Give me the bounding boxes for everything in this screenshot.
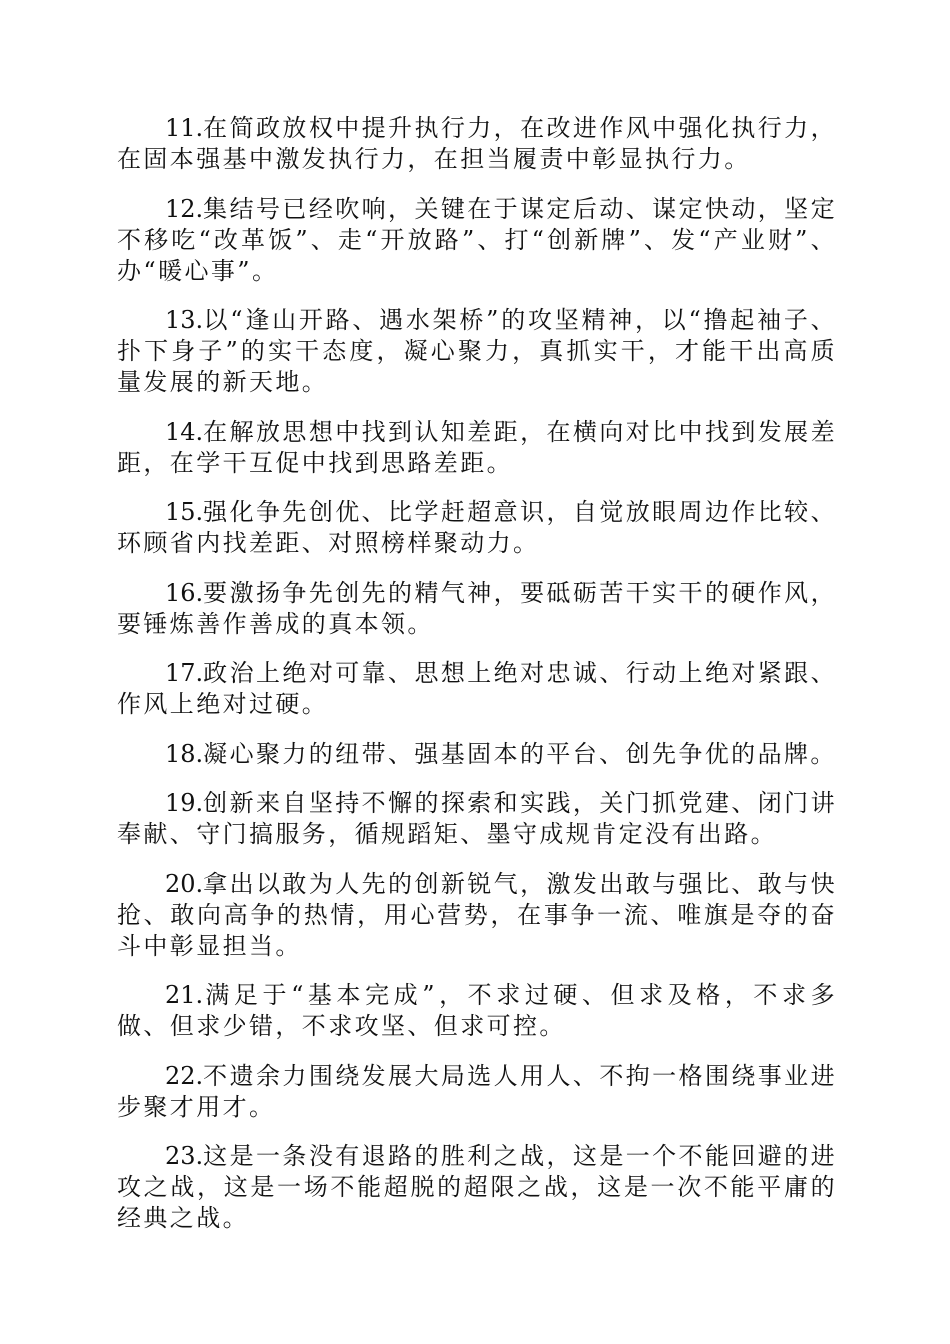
- paragraph-number: 12.: [165, 194, 204, 223]
- paragraph-text: 要激扬争先创先的精气神，要砥砺苦干实干的硬作风，要锤炼善作善成的真本领。: [117, 578, 837, 638]
- paragraph-22: [117, 1061, 837, 1123]
- paragraph-text: 以“逢山开路、遇水架桥”的攻坚精神，以“撸起袖子、扑下身子”的实干态度，凝心聚力，真抓实干，才能干出高质量发展的新天地。: [117, 306, 837, 396]
- paragraph-text: 集结号已经吹响，关键在于谋定后动、谋定快动，坚定不移吃“改革饭”、走“开放路”、打“创新牌”、发“产业财”、办“暖心事”。: [117, 194, 837, 285]
- paragraph-number: 22.: [165, 1061, 204, 1090]
- paragraph-13: [117, 305, 837, 398]
- paragraph-number: 21.: [165, 981, 204, 1009]
- paragraph-number: 17.: [165, 659, 204, 687]
- document-body: [117, 113, 837, 1253]
- paragraph-12: [117, 194, 837, 287]
- paragraph-14: [117, 417, 837, 479]
- paragraph-number: 23.: [165, 1142, 204, 1170]
- paragraph-text: 在解放思想中找到认知差距，在横向对比中找到发展差距，在学干互促中找到思路差距。: [117, 417, 837, 477]
- paragraph-number: 20.: [165, 869, 204, 898]
- paragraph-number: 11.: [165, 114, 204, 142]
- paragraph-20: [117, 869, 837, 962]
- paragraph-15: [117, 497, 837, 559]
- paragraph-21: [117, 980, 837, 1042]
- paragraph-text: 满足于“基本完成”，不求过硬、但求及格，不求多做、但求少错，不求攻坚、但求可控。: [117, 981, 837, 1040]
- paragraph-11: [117, 113, 837, 175]
- paragraph-number: 16.: [165, 578, 204, 607]
- paragraph-text: 不遗余力围绕发展大局选人用人、不拘一格围绕事业进步聚才用才。: [117, 1061, 837, 1121]
- paragraph-text: 拿出以敢为人先的创新锐气，激发出敢与强比、敢与快抢、敢向高争的热情，用心营势，在事争一流、唯旗是夺的奋斗中彰显担当。: [117, 869, 837, 960]
- paragraph-text: 凝心聚力的纽带、强基固本的平台、创先争优的品牌。: [203, 739, 837, 768]
- paragraph-number: 14.: [165, 417, 204, 446]
- paragraph-17: [117, 658, 837, 720]
- paragraph-number: 19.: [165, 789, 204, 817]
- paragraph-19: [117, 788, 837, 850]
- paragraph-text: 在简政放权中提升执行力，在改进作风中强化执行力，在固本强基中激发执行力，在担当履责中彰显执行力。: [117, 114, 837, 173]
- paragraph-23: [117, 1141, 837, 1234]
- paragraph-number: 15.: [165, 498, 204, 526]
- paragraph-text: 这是一条没有退路的胜利之战，这是一个不能回避的进攻之战，这是一场不能超脱的超限之战，这是一次不能平庸的经典之战。: [117, 1142, 837, 1232]
- paragraph-text: 创新来自坚持不懈的探索和实践，关门抓党建、闭门讲奉献、守门搞服务，循规蹈矩、墨守成规肯定没有出路。: [117, 789, 837, 848]
- paragraph-16: [117, 578, 837, 640]
- paragraph-text: 强化争先创优、比学赶超意识，自觉放眼周边作比较、环顾省内找差距、对照榜样聚动力。: [117, 498, 837, 557]
- paragraph-number: 18.: [165, 739, 204, 768]
- paragraph-text: 政治上绝对可靠、思想上绝对忠诚、行动上绝对紧跟、作风上绝对过硬。: [117, 659, 837, 718]
- paragraph-number: 13.: [165, 306, 204, 334]
- paragraph-18: [117, 739, 837, 770]
